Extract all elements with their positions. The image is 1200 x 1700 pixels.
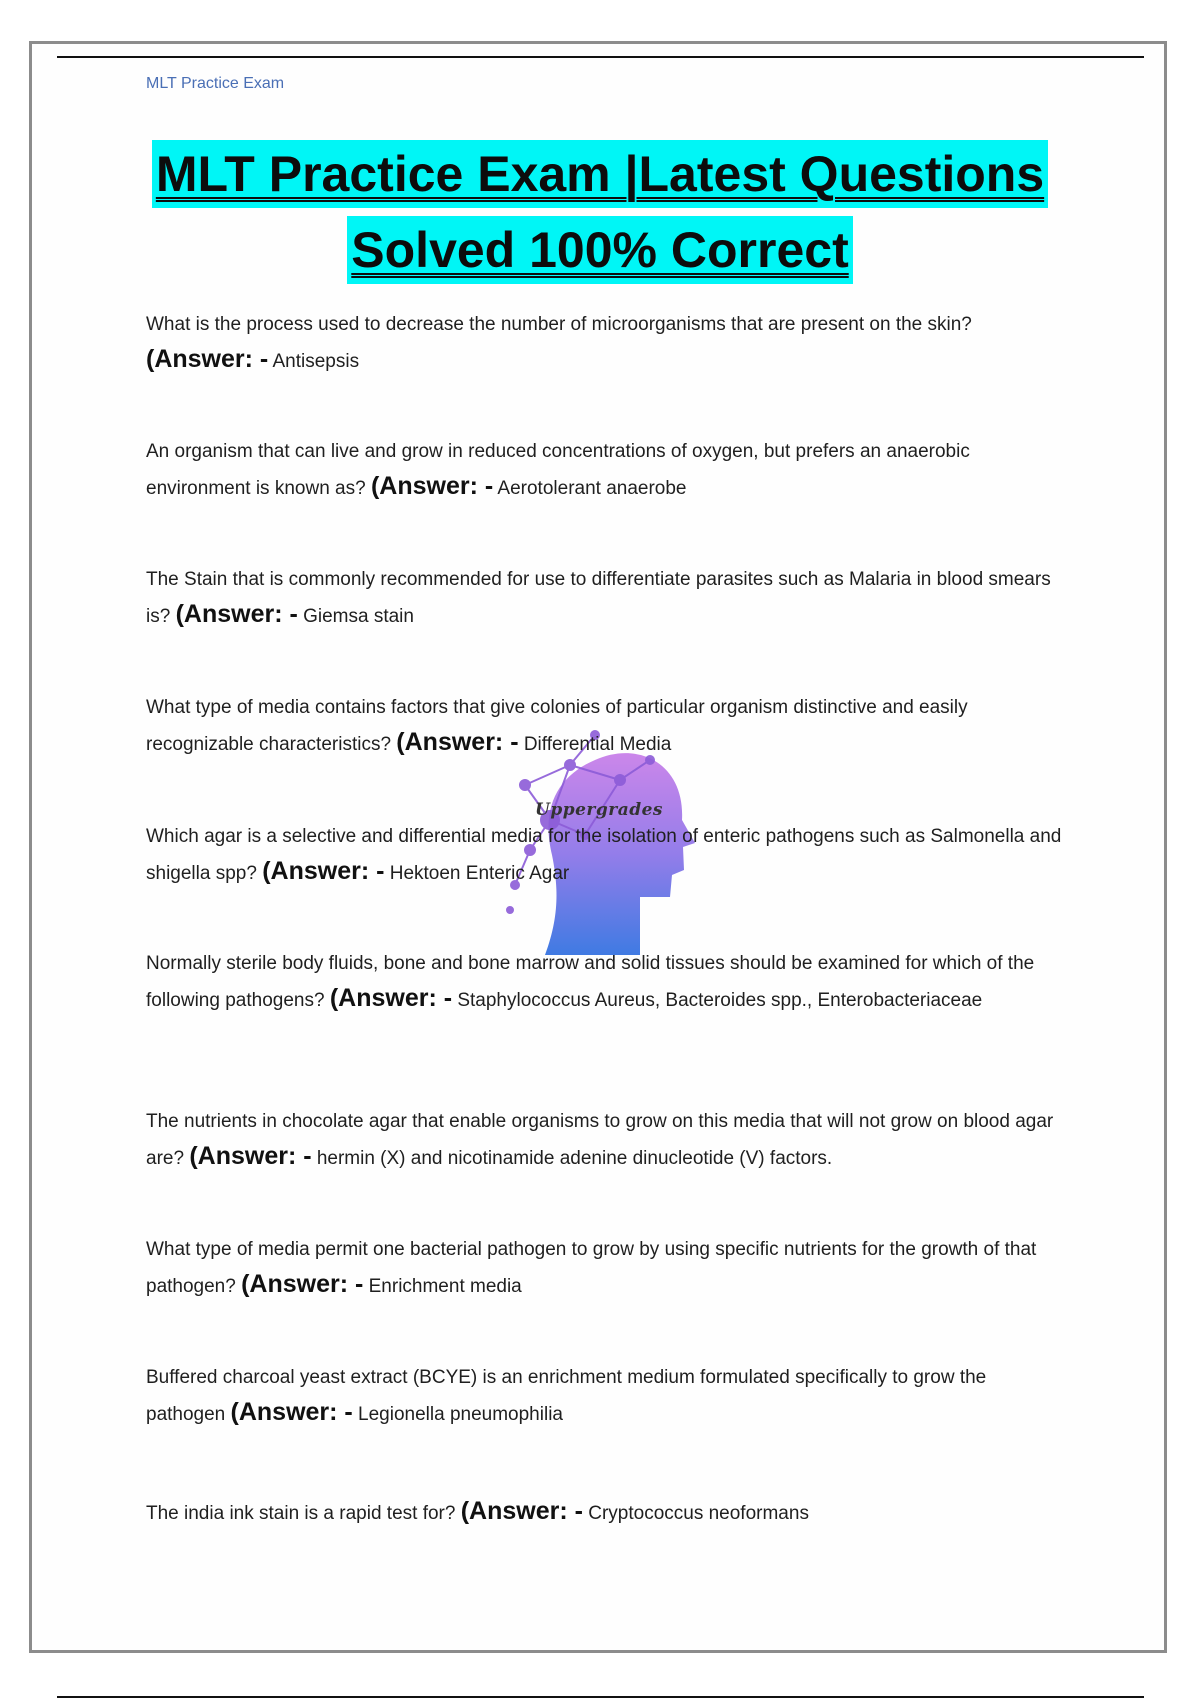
answer-text: Hektoen Enteric Agar — [389, 863, 570, 884]
title-line-1: MLT Practice Exam |Latest Questions — [152, 140, 1048, 208]
answer-label: (Answer: - — [329, 984, 453, 1012]
qa-item-3 — [146, 563, 1066, 634]
qa-item-4 — [146, 691, 1066, 762]
answer-text: Cryptococcus neoformans — [588, 1503, 809, 1524]
watermark-text: Uppergrades — [535, 800, 664, 820]
qa-item-8 — [146, 1233, 1066, 1304]
question-text: Normally sterile body fluids, bone and bone marrow and solid tissues should be examined for which of the following pathogens? — [146, 953, 1035, 1011]
header-rule — [57, 56, 1144, 58]
title-line-2: Solved 100% Correct — [347, 216, 852, 284]
answer-text: Enrichment media — [368, 1276, 522, 1297]
qa-item-10 — [146, 1494, 1066, 1531]
question-text: Buffered charcoal yeast extract (BCYE) is an enrichment medium formulated specifically to grow the pathogen — [146, 1367, 987, 1425]
qa-item-6 — [146, 947, 1066, 1018]
question-text: The india ink stain is a rapid test for? — [146, 1503, 456, 1524]
question-text: An organism that can live and grow in reduced concentrations of oxygen, but prefers an anaerobic environment is known as? — [146, 441, 970, 499]
answer-label: (Answer: - — [230, 1398, 353, 1426]
document-title — [0, 140, 1200, 284]
qa-item-9 — [146, 1361, 1066, 1432]
answer-label: (Answer: - — [175, 600, 298, 628]
question-text: What is the process used to decrease the number of microorganisms that are present on the skin? — [146, 314, 972, 335]
qa-item-2 — [146, 435, 1066, 506]
answer-text: Giemsa stain — [303, 606, 414, 627]
answer-label: (Answer: - — [146, 345, 269, 373]
answer-label: (Answer: - — [241, 1270, 364, 1298]
question-text: The nutrients in chocolate agar that enable organisms to grow on this media that will not grow on blood agar are? — [146, 1111, 1054, 1169]
answer-label: (Answer: - — [189, 1142, 312, 1170]
answer-text: Staphylococcus Aureus, Bacteroides spp., Enterobacteriaceae — [457, 990, 983, 1011]
question-text: The Stain that is commonly recommended for use to differentiate parasites such as Malaria in blood smears is? — [146, 569, 1051, 627]
question-text: What type of media contains factors that give colonies of particular organism distinctive and easily recognizable characteristics? — [146, 697, 968, 755]
qa-item-5 — [146, 820, 1066, 891]
answer-text: hermin (X) and nicotinamide adenine dinucleotide (V) factors. — [316, 1148, 833, 1169]
running-header: MLT Practice Exam — [146, 75, 285, 92]
answer-text: Differential Media — [523, 734, 672, 755]
qa-item-7 — [146, 1105, 1066, 1176]
qa-item-1 — [146, 308, 1066, 379]
answer-text: Aerotolerant anaerobe — [497, 478, 687, 499]
answer-label: (Answer: - — [370, 472, 494, 500]
answer-label: (Answer: - — [262, 857, 385, 885]
answer-label: (Answer: - — [396, 728, 519, 756]
answer-label: (Answer: - — [460, 1497, 583, 1525]
answer-text: Legionella pneumophilia — [358, 1404, 563, 1425]
question-text: What type of media permit one bacterial pathogen to grow by using specific nutrients for the growth of that pathogen? — [146, 1239, 1037, 1297]
answer-text: Antisepsis — [272, 351, 360, 372]
question-text: Which agar is a selective and differential media for the isolation of enteric pathogens such as Salmonella and shigella spp? — [146, 826, 1062, 884]
footer-rule — [57, 1696, 1144, 1698]
